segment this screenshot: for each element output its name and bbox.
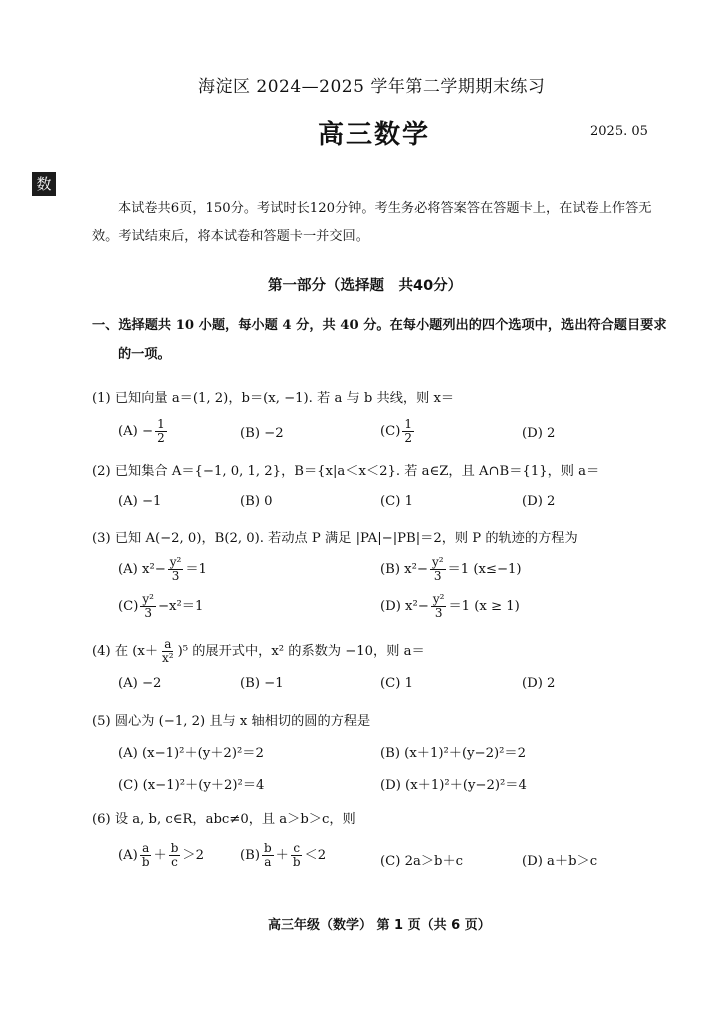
instructions-line-2: 效。考试结束后，将本试卷和答题卡一并交回。 [92, 229, 369, 244]
question-4-stem: (4) 在 (x＋ $\frac{a}{\text{x²}}$ )⁵ 的展开式中，x² 的系数为 −10，则 a＝ [92, 637, 425, 665]
question-3-stem: (3) 已知 A(−2, 0)，B(2, 0). 若动点 P 满足 |PA|−|PB|＝2，则 P 的轨迹的方程为 [92, 531, 578, 546]
question-1-stem: (1) 已知向量 a＝(1, 2)，b＝(x, −1). 若 a 与 b 共线，则 x＝ [92, 391, 455, 406]
exam-date: 2025. 05 [590, 124, 648, 139]
question-6-option-a: (A) $\frac{a}{b}$ ＋ $\frac{b}{c}$ ＞2 [118, 841, 204, 869]
section-heading-line-2: 的一项。 [118, 347, 171, 362]
section-heading-line-1: 一、选择题共 10 小题，每小题 4 分，共 40 分。在每小题列出的四个选项中，选出符合题目要求 [92, 318, 667, 333]
question-1-option-a: (A) − $\frac{1}{2}$ [118, 417, 165, 445]
question-6-option-c: (C) 2a＞b＋c [380, 854, 464, 869]
question-6-stem: (6) 设 a, b, c∈R，abc≠0，且 a＞b＞c，则 [92, 812, 356, 827]
question-3-option-d: (D) x²− $\frac{\text{y²}}{3}$ ＝1 (x ≥ 1) [380, 592, 520, 620]
question-2-option-c: (C) 1 [380, 494, 413, 509]
question-5-option-c: (C) (x−1)²＋(y＋2)²＝4 [118, 778, 265, 793]
question-3-option-b: (B) x²− $\frac{\text{y²}}{3}$ ＝1 (x≤−1) [380, 555, 522, 583]
question-2-stem: (2) 已知集合 A＝{−1, 0, 1, 2}，B＝{x|a＜x＜2}. 若 a∈Z，且 A∩B＝{1}，则 a＝ [92, 464, 600, 479]
question-6-option-d: (D) a＋b＞c [522, 854, 598, 869]
question-4-option-d: (D) 2 [522, 676, 556, 691]
question-1-option-d: (D) 2 [522, 426, 556, 441]
question-5-option-d: (D) (x＋1)²＋(y−2)²＝4 [380, 778, 527, 793]
question-2-option-b: (B) 0 [240, 494, 273, 509]
question-5-option-b: (B) (x＋1)²＋(y−2)²＝2 [380, 746, 526, 761]
question-3-option-a: (A) x²− $\frac{\text{y²}}{3}$ ＝1 [118, 555, 207, 583]
question-3-option-c: (C) $\frac{\text{y²}}{3}$ −x²＝1 [118, 592, 204, 620]
question-5-option-a: (A) (x−1)²＋(y＋2)²＝2 [118, 746, 264, 761]
subject-title: 高三数学 [318, 120, 431, 150]
question-4-option-a: (A) −2 [118, 676, 162, 691]
question-4-option-c: (C) 1 [380, 676, 413, 691]
page-footer: 高三年级（数学） 第 1 页（共 6 页） [268, 918, 491, 933]
exam-title: 海淀区 2024—2025 学年第二学期期末练习 [198, 77, 546, 97]
question-2-option-d: (D) 2 [522, 494, 556, 509]
question-6-option-b: (B) $\frac{b}{a}$ ＋ $\frac{c}{b}$ ＜2 [240, 841, 327, 869]
subject-side-tab: 数 [32, 172, 56, 196]
part-one-title: 第一部分（选择题 共40分） [268, 278, 463, 294]
question-1-option-b: (B) −2 [240, 426, 284, 441]
question-4-option-b: (B) −1 [240, 676, 284, 691]
question-5-stem: (5) 圆心为 (−1, 2) 且与 x 轴相切的圆的方程是 [92, 714, 371, 729]
question-1-option-c: (C) $\frac{1}{2}$ [380, 417, 413, 445]
instructions-line-1: 本试卷共6页，150分。考试时长120分钟。考生务必将答案答在答题卡上，在试卷上作答无 [118, 201, 652, 216]
question-2-option-a: (A) −1 [118, 494, 162, 509]
